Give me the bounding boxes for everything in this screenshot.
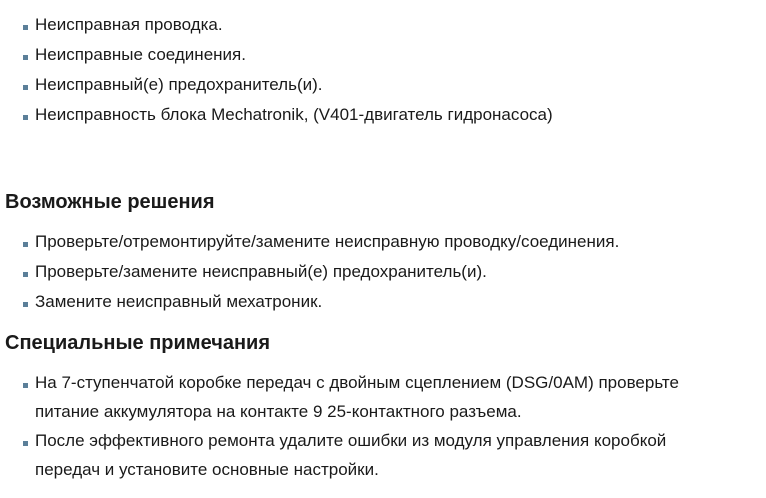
list-item [0,287,619,317]
list-item [0,426,715,484]
bullet-icon [23,441,28,446]
bullet-icon [23,242,28,247]
list-item [0,257,619,287]
bullet-icon [23,55,28,60]
solutions-list [0,227,619,317]
cause-text: Неисправность блока Mechatronik, (V401-двигатель гидронасоса) [35,105,553,124]
bullet-icon [23,115,28,120]
bullet-icon [23,383,28,388]
note-text: На 7-ступенчатой коробке передач с двойным сцеплением (DSG/0AM) проверьте питание аккумулятора на контакте 9 25-контактного разъема. [35,373,679,421]
solution-text: Проверьте/замените неисправный(е) предохранитель(и). [35,262,487,281]
list-item [0,70,553,100]
list-item [0,10,553,40]
cause-text: Неисправная проводка. [35,15,223,34]
causes-list [0,10,553,130]
cause-text: Неисправные соединения. [35,45,246,64]
solution-text: Замените неисправный мехатроник. [35,292,323,311]
section-title-notes: Специальные примечания [5,332,270,354]
bullet-icon [23,302,28,307]
list-item [0,368,715,426]
list-item [0,100,553,130]
note-text: После эффективного ремонта удалите ошибки из модуля управления коробкой передач и установите основные настройки. [35,431,667,479]
bullet-icon [23,85,28,90]
notes-list [0,368,715,484]
cause-text: Неисправный(е) предохранитель(и). [35,75,323,94]
bullet-icon [23,25,28,30]
bullet-icon [23,272,28,277]
list-item [0,227,619,257]
list-item [0,40,553,70]
section-title-solutions: Возможные решения [5,191,215,213]
solution-text: Проверьте/отремонтируйте/замените неисправную проводку/соединения. [35,232,620,251]
